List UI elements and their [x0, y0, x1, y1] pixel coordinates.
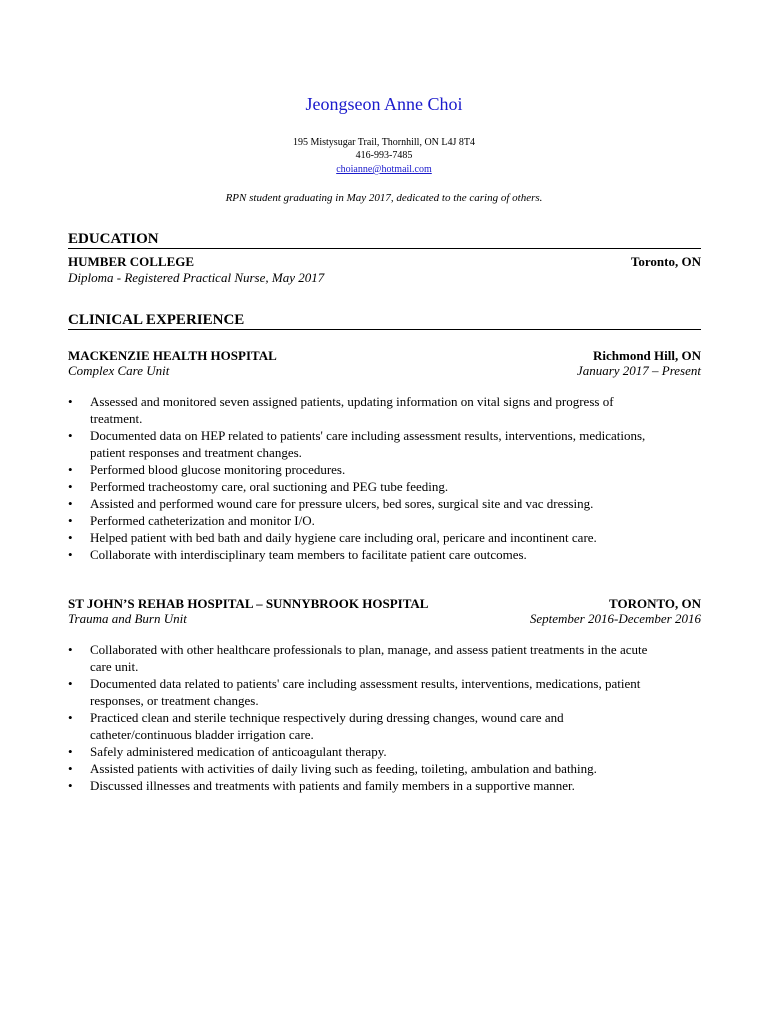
unit: Trauma and Burn Unit — [68, 611, 187, 626]
job-duties — [68, 641, 658, 794]
job-dates: January 2017 – Present — [576, 363, 701, 378]
email-link[interactable]: choianne@hotmail.com — [336, 164, 432, 175]
job-dates: September 2016-December 2016 — [529, 611, 701, 626]
duty-item: • Collaborate with interdisciplinary team members to facilitate patient care outcomes. — [68, 546, 658, 563]
duty-item: • Assisted and performed wound care for pressure ulcers, bed sores, surgical site and vac dressing. — [68, 495, 658, 512]
phone: 416-993-7485 — [355, 150, 413, 161]
job-duties — [68, 393, 658, 563]
duty-item: • Helped patient with bed bath and daily hygiene care including oral, pericare and incontinent care. — [68, 529, 658, 546]
school-location: Toronto, ON — [630, 254, 701, 269]
objective: RPN student graduating in May 2017, dedicated to the caring of others. — [225, 192, 543, 204]
duty-item: • Discussed illnesses and treatments with patients and family members in a supportive manner. — [68, 777, 658, 794]
employer: MACKENZIE HEALTH HOSPITAL — [68, 348, 277, 363]
section-heading-education: EDUCATION — [68, 231, 701, 249]
job-location: Richmond Hill, ON — [593, 348, 701, 363]
unit: Complex Care Unit — [68, 363, 170, 378]
duty-item: • Performed catheterization and monitor I/O. — [68, 512, 658, 529]
duty-item: • Assisted patients with activities of daily living such as feeding, toileting, ambulation and bathing. — [68, 760, 658, 777]
duty-item: • Documented data related to patients' care including assessment results, interventions, medications, patient responses, or treatment changes. — [68, 675, 658, 709]
email-line — [0, 164, 768, 175]
section-heading-clinical: CLINICAL EXPERIENCE — [68, 312, 701, 330]
employer: ST JOHN’S REHAB HOSPITAL – SUNNYBROOK HOSPITAL — [68, 596, 429, 611]
candidate-name: Jeongseon Anne Choi — [305, 94, 463, 114]
duty-item: • Performed blood glucose monitoring procedures. — [68, 461, 658, 478]
job-location: TORONTO, ON — [609, 596, 701, 611]
duty-item: • Documented data on HEP related to patients' care including assessment results, interventions, medications, patient responses and treatment changes. — [68, 427, 658, 461]
duty-item: • Assessed and monitored seven assigned patients, updating information on vital signs and progress of treatment. — [68, 393, 658, 427]
duty-item: • Performed tracheostomy care, oral suctioning and PEG tube feeding. — [68, 478, 658, 495]
credential: Diploma - Registered Practical Nurse, May 2017 — [68, 270, 325, 285]
duty-item: • Practiced clean and sterile technique respectively during dressing changes, wound care and catheter/continuous bladder irrigation care. — [68, 709, 658, 743]
school-name: HUMBER COLLEGE — [68, 254, 195, 269]
duty-item: • Collaborated with other healthcare professionals to plan, manage, and assess patient treatments in the acute care unit. — [68, 641, 658, 675]
duty-item: • Safely administered medication of anticoagulant therapy. — [68, 743, 658, 760]
address: 195 Mistysugar Trail, Thornhill, ON L4J 8T4 — [292, 137, 476, 148]
